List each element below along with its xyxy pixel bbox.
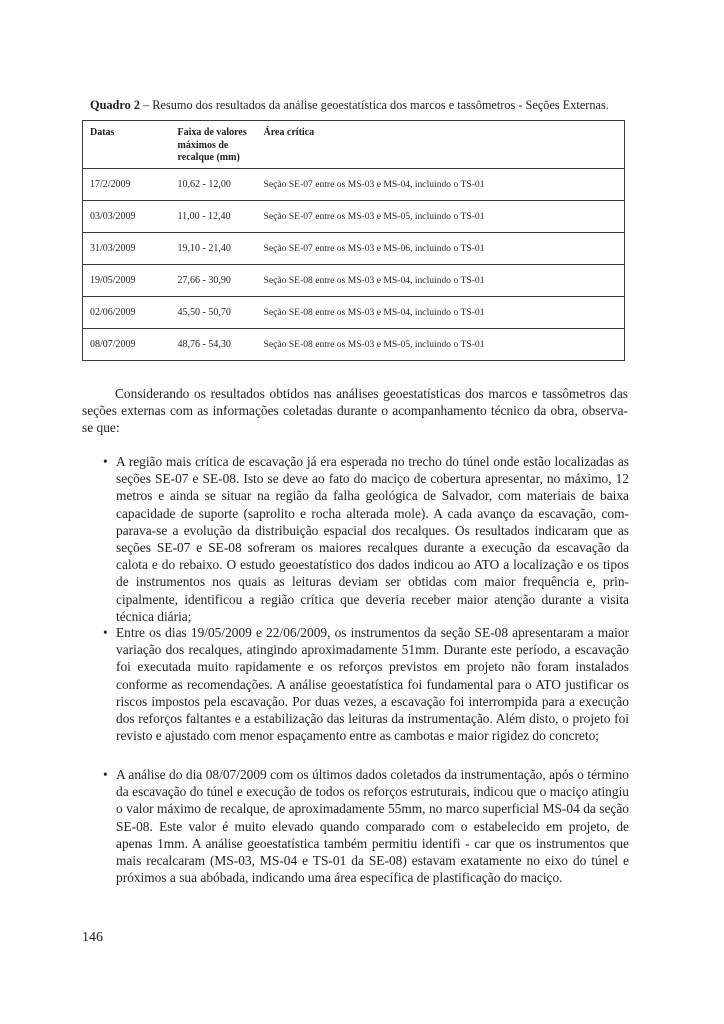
cell-date: 03/03/2009 [83, 201, 167, 233]
cell-range: 10,62 - 12,00 [167, 169, 254, 201]
cell-range: 11,00 - 12,40 [167, 201, 254, 233]
cell-date: 17/2/2009 [83, 169, 167, 201]
cell-range: 19,10 - 21,40 [167, 233, 254, 265]
header-datas: Datas [83, 121, 167, 169]
table-row [83, 265, 625, 297]
cell-range: 48,76 - 54,30 [167, 329, 254, 361]
bullet-item [103, 453, 629, 625]
cell-area: Seção SE-08 entre os MS-03 e MS-04, incluindo o TS-01 [254, 297, 625, 329]
header-faixa-valores: Faixa de valores máximos de recalque (mm) [167, 121, 254, 169]
table-row [83, 329, 625, 361]
cell-date: 19/05/2009 [83, 265, 167, 297]
cell-area: Seção SE-08 entre os MS-03 e MS-04, incluindo o TS-01 [254, 265, 625, 297]
intro-paragraph: Considerando os resultados obtidos nas análises geoestatísticas dos marcos e tassômetros das seções externas com as informações coletadas durante o acompanhamento técnico da obra, observa-se que: [82, 386, 628, 436]
bullet-text: A análise do dia 08/07/2009 com os últimos dados coletados da instrumentação, após o término da escavação do túnel e execução de todos os reforços estruturais, indicou que o maciço atingiu o valor máximo de recalque, de aproximadamente 55mm, no marco superficial MS-04 da seção SE-08. Este valor é muito elevado quando comparado com o estabelecido em projeto, de apenas 1mm. A análise geoestatística também permitiu identifi - car que os instrumentos que mais recalcaram (MS-03, MS-04 e TS-01 da SE-08) estavam exatamente no eixo do túnel e próximos a sua abóbada, indicando uma área específica de plastificação do maciço. [116, 767, 629, 886]
bullet-item [103, 766, 629, 886]
table-row [83, 169, 625, 201]
cell-range: 45,50 - 50,70 [167, 297, 254, 329]
bullet-text: A região mais crítica de escavação já era esperada no trecho do túnel onde estão localizadas as seções SE-07 e SE-08. Isto se deve ao fato do maciço de cobertura apresentar, no máximo, 12 metros e ainda se situar na região da falha geológica de Salvador, com materiais de baixa capacidade de suporte (saprolito e rocha alterada mole). A cada avanço da escavação, com-parava-se a evolução da distribuição espacial dos recalques. Os resultados indicaram que as seções SE-07 e SE-08 sofreram os maiores recalques durante a execução da escavação da calota e do rebaixo. O estudo geoestatístico dos dados indicou ao ATO a localização e os tipos de instrumentos nos quais as leituras deviam ser obtidas com maior frequência e, prin-cipalmente, identificou a região crítica que deveria receber maior atenção durante a visita técnica diária; [116, 454, 629, 624]
table-row [83, 201, 625, 233]
cell-date: 08/07/2009 [83, 329, 167, 361]
cell-range: 27,66 - 30,90 [167, 265, 254, 297]
bullet-icon: • [103, 454, 108, 469]
bullet-icon: • [103, 767, 108, 782]
results-table [82, 120, 625, 361]
caption-text: – Resumo dos resultados da análise geoestatística dos marcos e tassômetros - Seções Externas. [140, 98, 609, 112]
cell-area: Seção SE-08 entre os MS-03 e MS-05, incluindo o TS-01 [254, 329, 625, 361]
table-row [83, 233, 625, 265]
bullet-text: Entre os dias 19/05/2009 e 22/06/2009, os instrumentos da seção SE-08 apresentaram a maior variação dos recalques, atingindo aproximadamente 51mm. Durante este período, a escavação foi executada muito rapidamente e os reforços previstos em projeto não foram instalados conforme as recomendações. A análise geoestatística foi fundamental para o ATO justificar os riscos impostos pela escavação. Por duas vezes, a escavação foi interrompida para a execução dos reforços faltantes e a estabilização das leituras da instrumentação. Além disto, o projeto foi revisto e ajustado com menor espaçamento entre as cambotas e maior rigidez do concreto; [116, 625, 629, 744]
table-caption [90, 98, 650, 113]
cell-date: 31/03/2009 [83, 233, 167, 265]
page-number: 146 [82, 930, 103, 945]
cell-area: Seção SE-07 entre os MS-03 e MS-05, incluindo o TS-01 [254, 201, 625, 233]
cell-area: Seção SE-07 entre os MS-03 e MS-06, incluindo o TS-01 [254, 233, 625, 265]
header-area-critica: Área crítica [254, 121, 625, 169]
cell-date: 02/06/2009 [83, 297, 167, 329]
table-header-row [83, 121, 625, 169]
caption-label: Quadro 2 [90, 98, 140, 112]
cell-area: Seção SE-07 entre os MS-03 e MS-04, incluindo o TS-01 [254, 169, 625, 201]
bullet-icon: • [103, 625, 108, 640]
bullet-item [103, 624, 629, 744]
table-row [83, 297, 625, 329]
